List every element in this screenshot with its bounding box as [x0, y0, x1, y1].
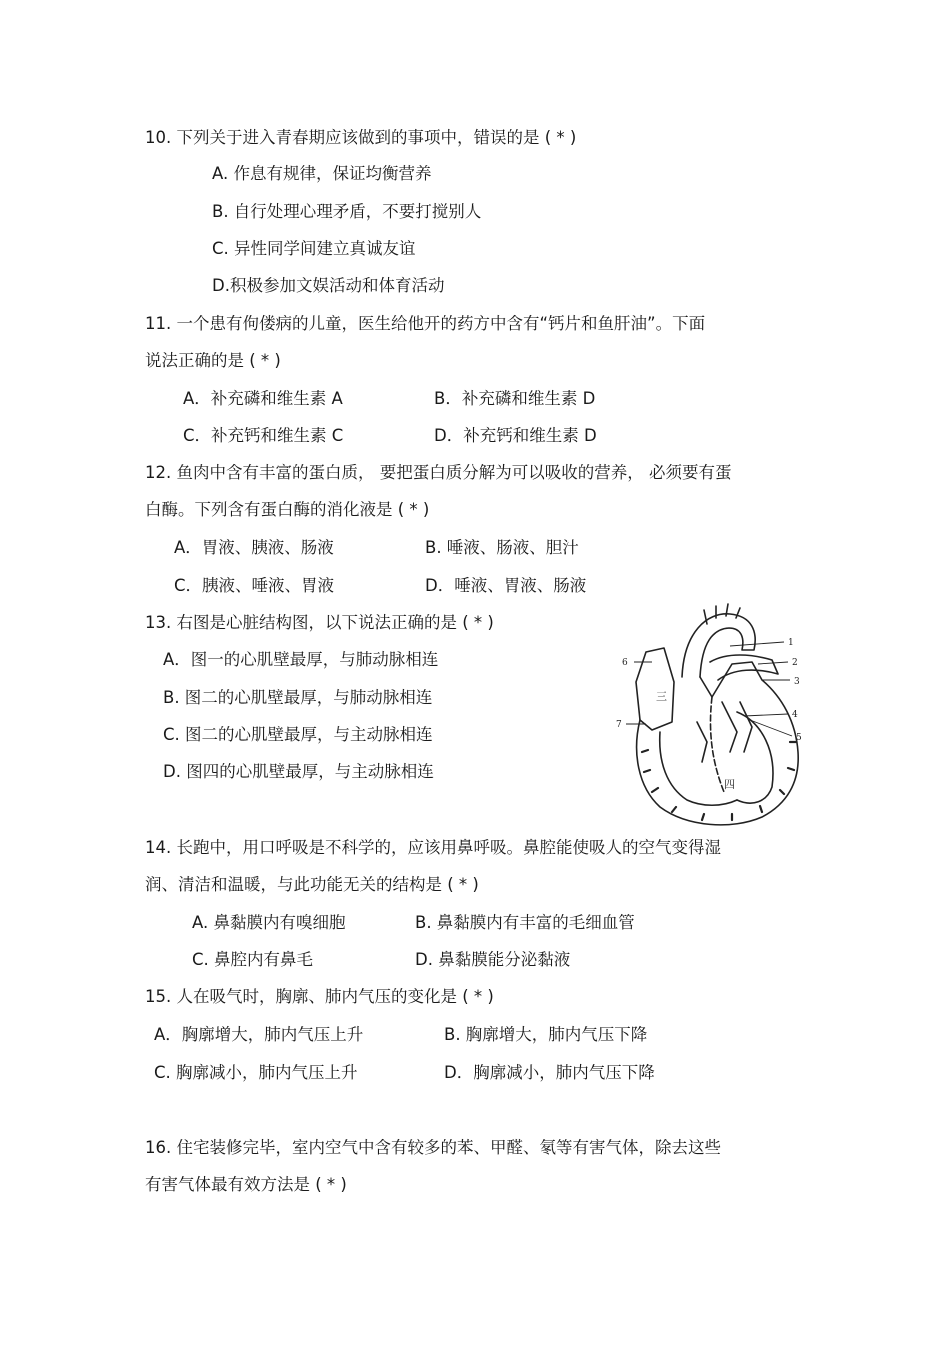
- label-5: 5: [796, 733, 802, 743]
- heart-outline: [637, 662, 799, 825]
- q16-stem-line2: 有害气体最有效方法是 ( * ): [145, 1175, 347, 1194]
- q11-stem-line1: 11. 一个患有佝偻病的儿童，医生给他开的药方中含有“钙片和鱼肝油”。下面: [145, 314, 706, 333]
- q13-option-c: C. 图二的心肌壁最厚，与主动脉相连: [163, 725, 433, 744]
- q14-option-d: D. 鼻黏膜能分泌黏液: [415, 950, 571, 969]
- q12-option-d: D．唾液、胃液、肠液: [425, 576, 587, 595]
- q15-option-c: C. 胸廓减小，肺内气压上升: [154, 1063, 358, 1082]
- q12-stem-line2: 白酶。下列含有蛋白酶的消化液是 ( * ): [145, 500, 430, 519]
- q13-stem: 13. 右图是心脏结构图，以下说法正确的是 ( * ): [145, 613, 494, 632]
- q14-stem-line1: 14. 长跑中，用口呼吸是不科学的，应该用鼻呼吸。鼻腔能使吸人的空气变得湿: [145, 838, 721, 857]
- label-7: 7: [616, 720, 622, 730]
- q11-option-d: D．补充钙和维生素 D: [434, 426, 597, 445]
- q15-stem: 15. 人在吸气时，胸廓、肺内气压的变化是 ( * ): [145, 987, 494, 1006]
- q10-option-a: A. 作息有规律，保证均衡营养: [212, 164, 432, 183]
- label-4: 4: [792, 710, 798, 720]
- pointer-line-1: [730, 642, 784, 646]
- septum: [711, 697, 725, 792]
- heart-diagram-svg: [612, 602, 810, 830]
- q13-option-a: A．图一的心肌壁最厚，与肺动脉相连: [163, 650, 439, 669]
- label-2: 2: [792, 658, 798, 668]
- q12-option-c: C．胰液、唾液、胃液: [174, 576, 335, 595]
- heart-structure-diagram: [612, 602, 810, 830]
- q12-option-b: B. 唾液、肠液、胆汁: [425, 538, 579, 557]
- label-1: 1: [788, 638, 794, 648]
- inner-wall-left: [660, 732, 737, 805]
- q16-stem-line1: 16. 住宅装修完毕，室内空气中含有较多的苯、甲醛、氡等有害气体，除去这些: [145, 1138, 721, 1157]
- label-6: 6: [622, 658, 628, 668]
- inner-wall-right: [737, 712, 773, 803]
- valve-lines: [697, 702, 752, 762]
- q12-stem-line1: 12. 鱼肉中含有丰富的蛋白质， 要把蛋白质分解为可以吸收的营养， 必须要有蛋: [145, 463, 732, 482]
- q10-option-c: C. 异性同学间建立真诚友谊: [212, 239, 416, 258]
- pointer-line-4: [744, 714, 788, 716]
- aortic-arch: [682, 614, 755, 677]
- q10-option-b: B. 自行处理心理矛盾，不要打搅别人: [212, 202, 482, 221]
- q14-option-b: B. 鼻黏膜内有丰富的毛细血管: [415, 913, 635, 932]
- q14-option-c: C. 鼻腔内有鼻毛: [192, 950, 314, 969]
- q10-option-d: D.积极参加文娱活动和体育活动: [212, 276, 445, 295]
- q11-option-c: C．补充钙和维生素 C: [183, 426, 344, 445]
- q11-stem-line2: 说法正确的是 ( * ): [145, 351, 281, 370]
- q12-option-a: A．胃液、胰液、肠液: [174, 538, 334, 557]
- q15-option-b: B. 胸廓增大，肺内气压下降: [444, 1025, 648, 1044]
- chamber-label-3: 三: [656, 690, 667, 703]
- chamber-label-4: 四: [724, 778, 735, 791]
- q13-option-d: D. 图四的心肌壁最厚，与主动脉相连: [163, 762, 434, 781]
- q15-option-a: A．胸廓增大，肺内气压上升: [154, 1025, 364, 1044]
- vena-cava: [636, 648, 674, 730]
- q14-option-a: A. 鼻黏膜内有嗅细胞: [192, 913, 346, 932]
- pointer-line-5: [750, 720, 792, 736]
- q11-option-b: B．补充磷和维生素 D: [434, 389, 596, 408]
- q10-stem: 10. 下列关于进入青春期应该做到的事项中，错误的是 ( * ): [145, 128, 577, 147]
- q13-option-b: B. 图二的心肌壁最厚，与肺动脉相连: [163, 688, 433, 707]
- q11-option-a: A．补充磷和维生素 A: [183, 389, 343, 408]
- pulmonary-artery: [710, 655, 778, 680]
- q14-stem-line2: 润、清洁和温暖，与此功能无关的结构是 ( * ): [145, 875, 479, 894]
- q15-option-d: D．胸廓减小，肺内气压下降: [444, 1063, 655, 1082]
- label-3: 3: [794, 677, 800, 687]
